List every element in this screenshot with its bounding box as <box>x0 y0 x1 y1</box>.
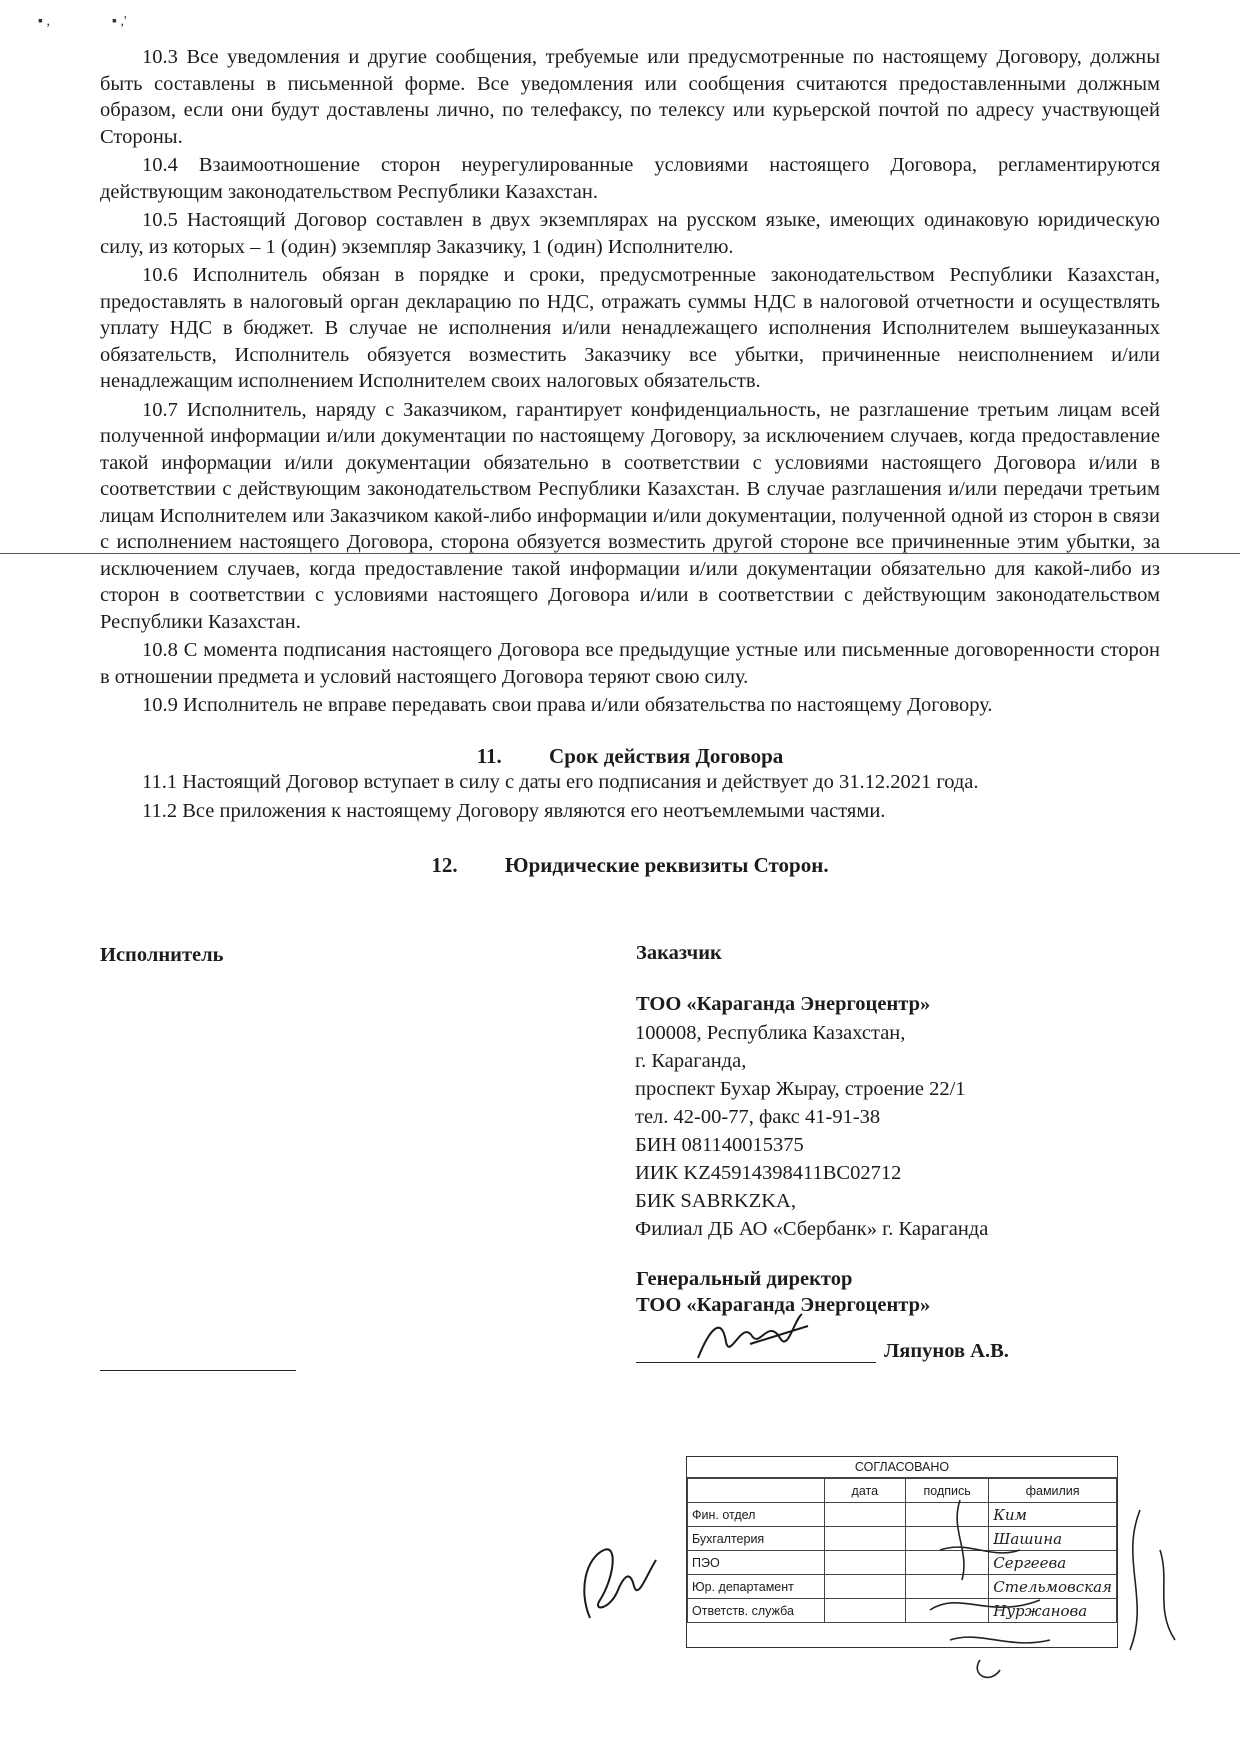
contractor-signature-line <box>100 1370 296 1371</box>
stamp-surname: Стельмовская <box>989 1575 1117 1599</box>
clause-10-8: 10.8 С момента подписания настоящего Договора все предыдущие устные или письменные договоренности сторон в отношении предмета и условий настоящего Договора теряют свою силу. <box>100 639 1160 688</box>
contractor-label: Исполнитель <box>100 944 224 966</box>
section-title: Срок действия Договора <box>549 743 784 768</box>
requisite-line: БИН 081140015375 <box>635 1134 804 1156</box>
requisite-line: Филиал ДБ АО «Сбербанк» г. Караганда <box>635 1218 989 1240</box>
scan-fold-line <box>0 553 1240 554</box>
requisite-line: 100008, Республика Казахстан, <box>635 1022 906 1044</box>
section-11-heading <box>100 743 1160 770</box>
stamp-title: СОГЛАСОВАНО <box>687 1457 1117 1478</box>
clause-10-3: 10.3 Все уведомления и другие сообщения, требуемые или предусмотренные по настоящему Договору, должны быть составлены в письменной форме. Все уведомления или сообщения считаются предоставленными должным образом, если они будут доставлены лично, по телефаксу, по телексу или курьерской почтой по адресу участвующей Стороны. <box>100 46 1160 148</box>
stamp-dept: Ответств. служба <box>688 1599 825 1623</box>
stamp-header-cell: дата <box>824 1479 905 1503</box>
requisite-line: БИК SABRKZKA, <box>635 1190 796 1212</box>
director-signature <box>690 1308 820 1368</box>
customer-requisites <box>635 1019 988 1243</box>
handwritten-signature <box>560 1530 670 1630</box>
customer-label: Заказчик <box>636 942 722 964</box>
clause-11-2: 11.2 Все приложения к настоящему Договору являются его неотъемлемыми частями. <box>142 799 886 822</box>
stamp-signatures <box>900 1490 1200 1690</box>
clause-10-9: 10.9 Исполнитель не вправе передавать свои права и/или обязательства по настоящему Договору. <box>142 694 993 716</box>
section-number: 12. <box>431 853 458 877</box>
clause-10-4: 10.4 Взаимоотношение сторон неурегулированные условиями настоящего Договора, регламентируются действующим законодательством Республики Казахстан. <box>100 154 1160 203</box>
requisite-line: г. Караганда, <box>635 1050 747 1072</box>
clause-10-5: 10.5 Настоящий Договор составлен в двух экземплярах на русском языке, имеющих одинаковую юридическую силу, из которых – 1 (один) экземпляр Заказчику, 1 (один) Исполнителю. <box>100 209 1160 258</box>
stamp-surname: Нуржанова <box>989 1599 1117 1623</box>
scan-mark: ▪ ,' <box>112 14 127 29</box>
stamp-header-cell: фамилия <box>989 1479 1117 1503</box>
customer-company: ТОО «Караганда Энергоцентр» <box>636 993 931 1015</box>
section-12-heading <box>100 852 1160 879</box>
scan-mark: ▪ , <box>38 14 50 29</box>
contract-text <box>100 44 1160 879</box>
section-title: Юридические реквизиты Сторон. <box>504 853 829 877</box>
stamp-dept: Бухгалтерия <box>688 1527 825 1551</box>
stamp-dept: Юр. департамент <box>688 1575 825 1599</box>
clause-10-7: 10.7 Исполнитель, наряду с Заказчиком, гарантирует конфиденциальность, не разглашение третьим лицам всей полученной информации и/или документации по настоящему Договору, за исключением случаев, когда предоставление такой информации и/или документации обязательно в соответствии с условиями настоящего Договора и/или в соответствии с действующим законодательством Республики Казахстан. В случае разглашения и/или передачи третьим лицам Исполнителем или Заказчиком какой-либо информации и/или документации, полученной одной из сторон в связи с исполнением настоящего Договора, сторона обязуется возместить другой стороне все причиненные этим убытки, за исключением случаев, когда предоставление такой информации и/или документации обязательно для какой-либо из сторон в соответствии с условиями настоящего Договора и/или в соответствии с действующим законодательством Республики Казахстан. <box>100 398 1160 633</box>
stamp-surname: Сергеева <box>989 1551 1117 1575</box>
clause-10-6: 10.6 Исполнитель обязан в порядке и сроки, предусмотренные законодательством Республики Казахстан, предоставлять в налоговый орган декларацию по НДС, отражать суммы НДС в налоговой отчетности и осуществлять уплату НДС в бюджет. В случае не исполнения и/или ненадлежащего исполнения Исполнителем вышеуказанных обязательств, Исполнитель обязуется возместить Заказчику все убытки, причиненные неисполнением и/или ненадлежащим исполнением Исполнителем своих налоговых обязательств. <box>100 264 1160 392</box>
requisite-line: ИИК KZ45914398411BC02712 <box>635 1162 902 1184</box>
requisite-line: проспект Бухар Жырау, строение 22/1 <box>635 1078 966 1100</box>
stamp-dept: Фин. отдел <box>688 1503 825 1527</box>
stamp-surname: Ким <box>989 1503 1117 1527</box>
signatory-name: Ляпунов А.В. <box>884 1340 1009 1362</box>
stamp-dept: ПЭО <box>688 1551 825 1575</box>
signatory-position: Генеральный директор <box>636 1268 853 1290</box>
clause-11-1: 11.1 Настоящий Договор вступает в силу с даты его подписания и действует до 31.12.2021 года. <box>142 771 979 793</box>
stamp-surname: Шашина <box>989 1527 1117 1551</box>
stamp-header-cell <box>688 1479 825 1503</box>
requisite-line: тел. 42-00-77, факс 41-91-38 <box>635 1106 881 1128</box>
signatory-company: ТОО «Караганда Энергоцентр» <box>636 1294 931 1316</box>
stamp-header-cell: подпись <box>906 1479 989 1503</box>
section-number: 11. <box>476 743 502 768</box>
